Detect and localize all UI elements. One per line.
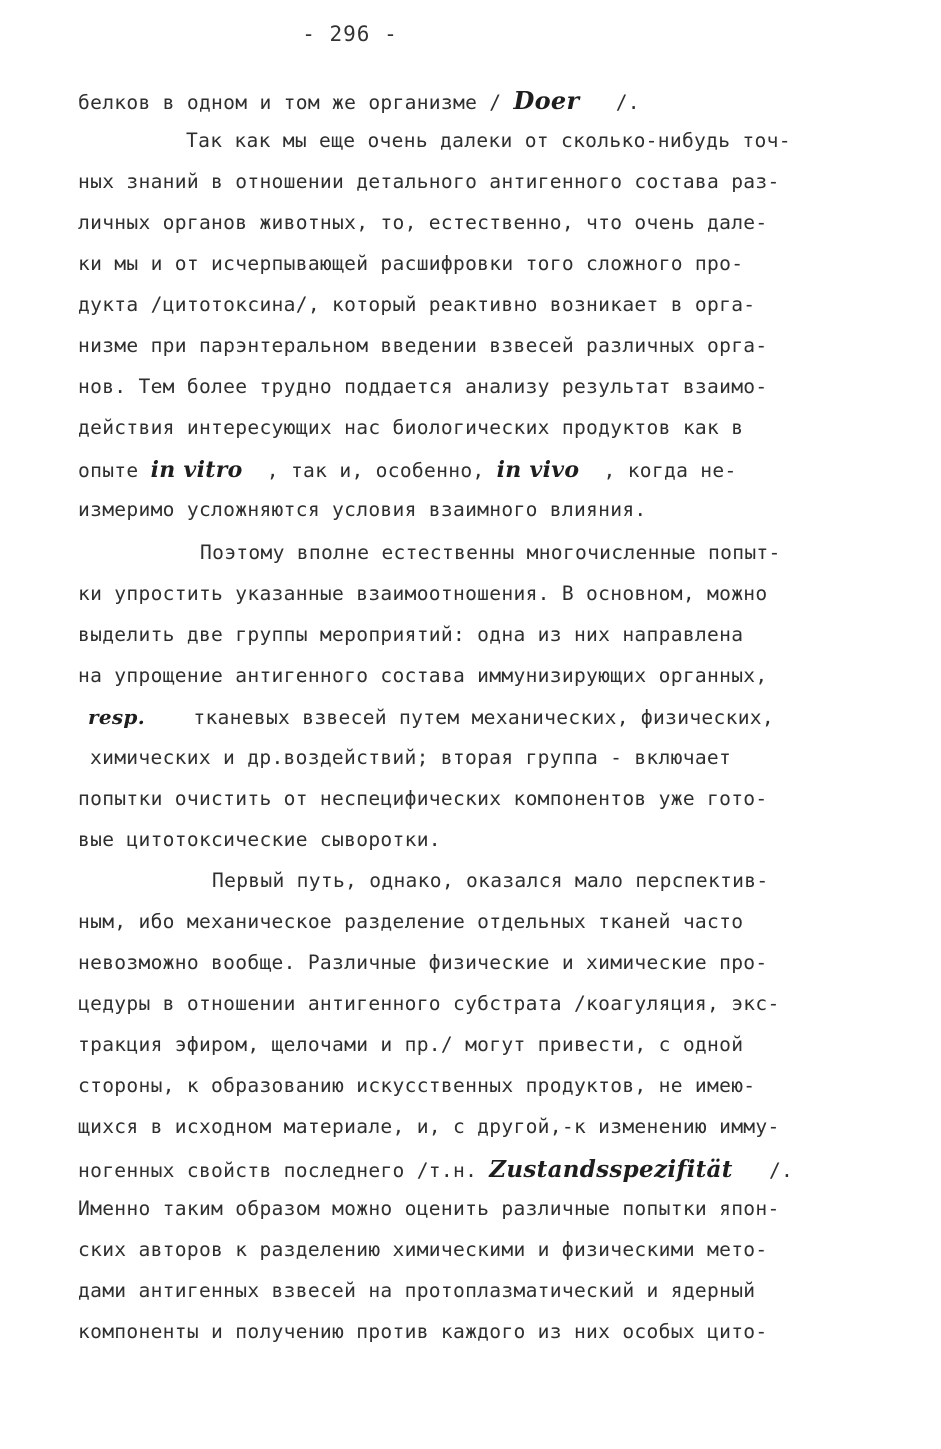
text-line: Так как мы еще очень далеки от сколько-нибудь точ- bbox=[186, 129, 791, 152]
line-text: белков в одном и том же организме / bbox=[78, 91, 514, 114]
text-line: Первый путь, однако, оказался мало перспектив- bbox=[212, 869, 769, 892]
text-line: выделить две группы мероприятий: одна из них направлена bbox=[78, 623, 744, 646]
line-text: , когда не- bbox=[579, 459, 737, 482]
text-line: щихся в исходном материале, и, с другой,-к изменению имму- bbox=[78, 1115, 780, 1138]
text-line bbox=[78, 1156, 793, 1183]
text-line: тракция эфиром, щелочами и пр./ могут привести, с одной bbox=[78, 1033, 744, 1056]
text-line: химических и др.воздействий; вторая группа - включает bbox=[90, 746, 732, 769]
line-text: , так и, особенно, bbox=[242, 459, 497, 482]
text-line: ских авторов к разделению химическими и физическими мето- bbox=[78, 1238, 768, 1261]
line-text: тканевых взвесей путем механических, физических, bbox=[193, 706, 774, 729]
text-line: вые цитотоксические сыворотки. bbox=[78, 828, 441, 851]
text-line: попытки очистить от неспецифических компонентов уже гото- bbox=[78, 787, 768, 810]
text-line: невозможно вообще. Различные физические и химические про- bbox=[78, 951, 768, 974]
text-line bbox=[88, 705, 774, 729]
text-line: дами антигенных взвесей на протоплазматический и ядерный bbox=[78, 1279, 756, 1302]
text-line: компоненты и получению против каждого из них особых цито- bbox=[78, 1320, 768, 1343]
text-line: измеримо усложняются условия взаимного влияния. bbox=[78, 498, 647, 521]
page-number: - 296 - bbox=[302, 22, 398, 46]
text-line bbox=[78, 86, 640, 115]
text-line: Именно таким образом можно оценить различные попытки япон- bbox=[78, 1197, 780, 1220]
text-line: нов. Тем более трудно поддается анализу результат взаимо- bbox=[78, 375, 768, 398]
text-line: цедуры в отношении антигенного субстрата /коагуляция, экс- bbox=[78, 992, 780, 1015]
text-line: ным, ибо механическое разделение отдельных тканей часто bbox=[78, 910, 744, 933]
line-text: /. bbox=[732, 1159, 794, 1182]
text-line bbox=[78, 457, 737, 483]
handwritten-word: in vitro bbox=[150, 457, 243, 483]
line-text: /. bbox=[579, 91, 640, 114]
text-line: ных знаний в отношении детального антигенного состава раз- bbox=[78, 170, 780, 193]
line-text: ногенных свойств последнего /т.н. bbox=[78, 1159, 490, 1182]
handwritten-word: resp. bbox=[88, 705, 145, 729]
text-line: ки мы и от исчерпывающей расшифровки того сложного про- bbox=[78, 252, 744, 275]
text-line: низме при парэнтеральном введении взвесей различных орга- bbox=[78, 334, 768, 357]
handwritten-word: in vivo bbox=[496, 457, 580, 483]
text-line: Поэтому вполне естественны многочисленные попыт- bbox=[200, 541, 781, 564]
text-line: ки упростить указанные взаимоотношения. В основном, можно bbox=[78, 582, 768, 605]
text-line: действия интересующих нас биологических продуктов как в bbox=[78, 416, 744, 439]
handwritten-word: Zustandsspezifität bbox=[489, 1156, 733, 1183]
text-line: стороны, к образованию искусственных продуктов, не имею- bbox=[78, 1074, 756, 1097]
handwritten-word: Doer bbox=[513, 86, 580, 115]
text-line: личных органов животных, то, естественно, что очень дале- bbox=[78, 211, 768, 234]
text-line: дукта /цитотоксина/, который реактивно возникает в орга- bbox=[78, 293, 756, 316]
text-line: на упрощение антигенного состава иммунизирующих органных, bbox=[78, 664, 768, 687]
line-text: опыте bbox=[78, 459, 151, 482]
